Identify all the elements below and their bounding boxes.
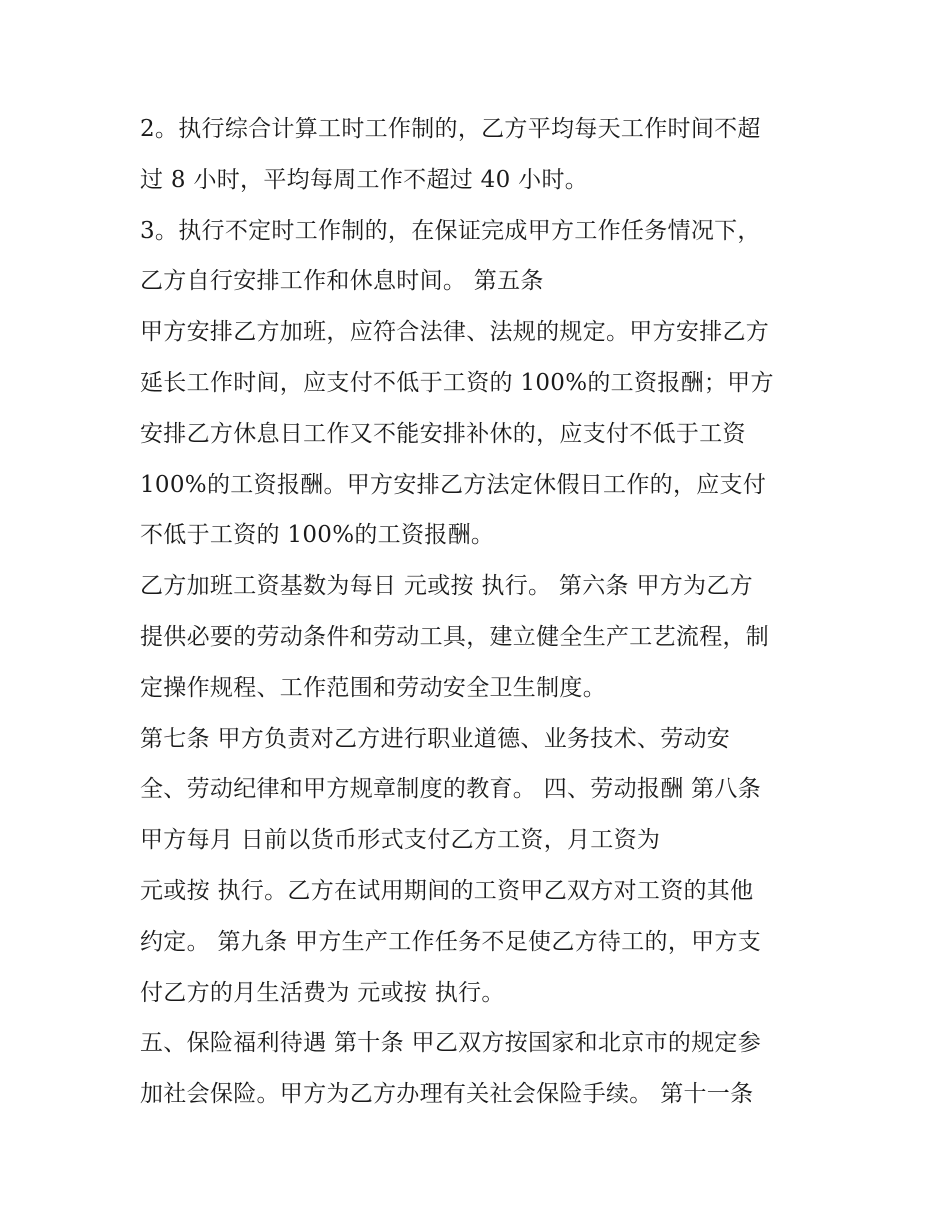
text-line: 100%的工资报酬。甲方安排乙方法定休假日工作的，应支付 [140, 471, 767, 498]
text-line: 加社会保险。甲方为乙方办理有关社会保险手续。 第十一条 [140, 1081, 754, 1108]
document-body [140, 104, 830, 1120]
text-line: 甲方安排乙方加班，应符合法律、法规的规定。甲方安排乙方 [140, 319, 770, 346]
text-line: 甲方每月 日前以货币形式支付乙方工资，月工资为 [140, 827, 661, 854]
text-line: 延长工作时间，应支付不低于工资的 100%的工资报酬；甲方 [140, 369, 774, 396]
text-line: 安排乙方休息日工作又不能安排补休的，应支付不低于工资 [140, 420, 746, 447]
text-line: 3。执行不定时工作制的，在保证完成甲方工作任务情况下， [140, 217, 761, 244]
text-line: 提供必要的劳动条件和劳动工具，建立健全生产工艺流程，制 [140, 623, 770, 650]
text-line: 乙方自行安排工作和休息时间。 第五条 [140, 268, 544, 295]
text-line: 全、劳动纪律和甲方规章制度的教育。 四、劳动报酬 第八条 [140, 776, 762, 803]
text-line: 五、保险福利待遇 第十条 甲乙双方按国家和北京市的规定参 [140, 1030, 762, 1057]
text-line: 乙方加班工资基数为每日 元或按 执行。 第六条 甲方为乙方 [140, 573, 753, 600]
text-line: 付乙方的月生活费为 元或按 执行。 [140, 979, 505, 1006]
text-line: 第七条 甲方负责对乙方进行职业道德、业务技术、劳动安 [140, 725, 731, 752]
text-line: 不低于工资的 100%的工资报酬。 [140, 522, 495, 549]
text-line: 定操作规程、工作范围和劳动安全卫生制度。 [140, 674, 606, 701]
text-line: 元或按 执行。乙方在试用期间的工资甲乙双方对工资的其他 [140, 877, 754, 904]
text-line: 2。执行综合计算工时工作制的，乙方平均每天工作时间不超 [140, 116, 761, 142]
text-line: 约定。 第九条 甲方生产工作任务不足使乙方待工的，甲方支 [140, 928, 762, 955]
text-line: 过 8 小时，平均每周工作不超过 40 小时。 [140, 166, 589, 193]
